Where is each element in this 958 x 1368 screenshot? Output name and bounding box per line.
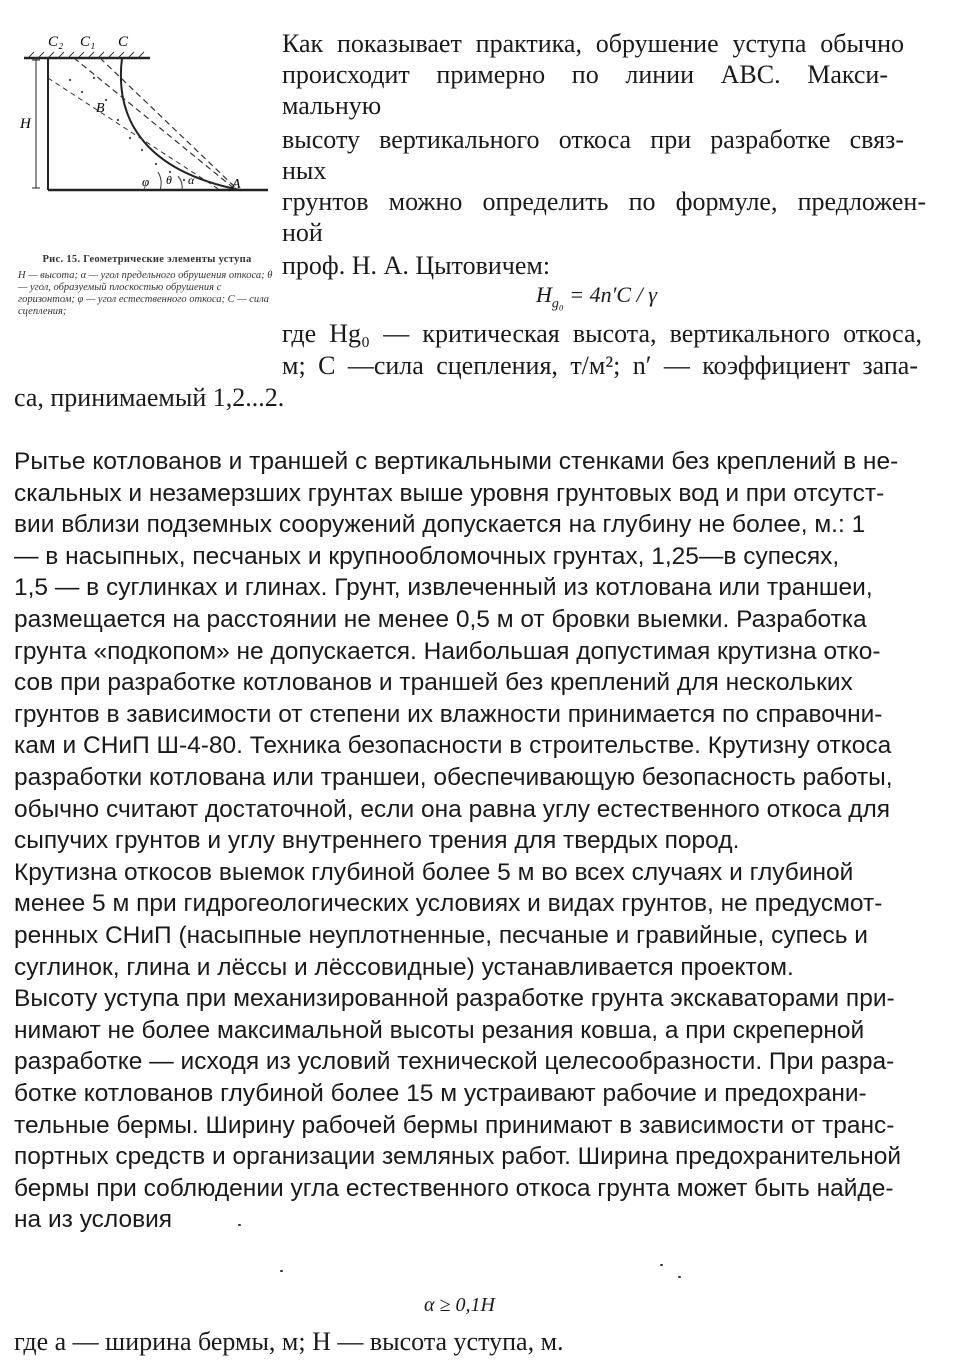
body-line: скальных и незамерзших грунтах выше уровня грунтовых вод и при отсутст- (14, 479, 885, 507)
slope-diagram (10, 20, 272, 220)
intro-line: ной (282, 218, 323, 247)
body-line: ботке котлованов глубиной более 15 м устраивают рабочие и предохрани- (14, 1080, 867, 1107)
berm-formula-explanation: где а — ширина бермы, м; Н — высота уступа, м. (14, 1327, 564, 1356)
body-line: грунтов в зависимости от степени их влажности принимается по справочни- (14, 700, 883, 728)
label-b: B (96, 101, 105, 116)
body-line: нимают не более максимальной высоты резания ковша, а при скреперной (14, 1016, 865, 1044)
body-line: 1,5 — в суглинках и глинах. Грунт, извлеченный из котлована или траншеи, (14, 574, 873, 602)
body-line: вии вблизи подземных сооружений допускается на глубину не более, м.: 1 (14, 511, 866, 539)
formula-lhs: H (536, 282, 552, 307)
body-line: размещается на расстоянии не менее 0,5 м от бровки выемки. Разработка (14, 606, 867, 633)
figure-caption (18, 254, 276, 318)
label-c2: C₂ (48, 34, 64, 50)
body-line: Крутизна откосов выемок глубиной более 5 м во всех случаях и глубиной (14, 858, 854, 886)
body-line: обычно считают достаточной, если она равна углу естественного откоса для (14, 795, 891, 823)
body-line: сов при разработке котлованов и траншей без креплений для нескольких (14, 669, 853, 697)
formula-lhs-sub: g₀ (551, 296, 564, 312)
label-theta: θ (166, 173, 172, 187)
formula-critical-height (536, 282, 657, 312)
body-line: портных средств и организации земляных работ. Ширина предохранительной (14, 1143, 902, 1171)
formula-explanation-line: са, принимаемый 1,2...2. (14, 383, 285, 412)
label-h: H (20, 116, 31, 132)
scan-speck (678, 1276, 681, 1278)
intro-line: высоту вертикального откоса при разработке связ- (282, 125, 904, 154)
scan-speck (280, 1270, 283, 1272)
body-line: на из условия (14, 1206, 173, 1234)
body-line: менее 5 м при гидрогеологических условиях и видах грунтов, не предусмот- (14, 890, 883, 918)
body-line: разработке — исходя из условий технической целесообразности. При разра- (14, 1048, 895, 1076)
slope-figure (10, 20, 272, 350)
body-line: кам и СНиП Ш-4-80. Техника безопасности в строительстве. Крутизну откоса (14, 732, 892, 760)
body-line: разработки котлована или траншеи, обеспечивающую безопасность работы, (14, 764, 893, 791)
intro-line: происходит примерно по линии АВС. Макси- (282, 60, 888, 89)
label-a: A (232, 177, 241, 192)
label-phi: φ (142, 174, 150, 189)
body-line: — в насыпных, песчаных и крупнообломочных грунтах, 1,25—в супесях, (14, 542, 840, 570)
label-alpha: α (188, 173, 195, 187)
body-line: тельные бермы. Ширину рабочей бермы принимают в зависимости от транс- (14, 1111, 895, 1139)
intro-line: Как показывает практика, обрушение уступа обычно (282, 29, 904, 58)
body-line: бермы при соблюдении угла естественного откоса грунта может быть найде- (14, 1174, 894, 1202)
intro-line: грунтов можно определить по формуле, предложен- (282, 187, 926, 216)
body-line: грунта «подкопом» не допускается. Наибольшая допустимая крутизна отко- (14, 637, 881, 665)
intro-line: ных (282, 156, 327, 185)
figure-caption-body: Н — высота; α — угол предельного обрушения откоса; θ — угол, образуемый плоскостью обрушения с горизонтом; φ — угол естественного откоса; С — сила сцепления; (18, 270, 273, 317)
body-line: сыпучих грунтов и углу внутреннего трения для твердых пород. (14, 827, 740, 855)
formula-explanation-line: где Hg₀ — критическая высота, вертикального откоса, (282, 319, 922, 348)
formula-rhs: = 4n′C / γ (569, 282, 657, 307)
intro-line: мальную (282, 91, 382, 120)
intro-line: проф. Н. А. Цытовичем: (282, 251, 551, 280)
figure-caption-title: Рис. 15. Геометрические элементы уступа (42, 254, 252, 265)
scan-speck (238, 1224, 241, 1226)
scan-speck (660, 1264, 663, 1266)
formula-berm-width: α ≥ 0,1H (424, 1294, 495, 1316)
body-line: ренных СНиП (насыпные неуплотненные, песчаные и гравийные, супесь и (14, 922, 868, 949)
body-line: суглинок, глина и лёссы и лёссовидные) устанавливается проектом. (14, 953, 794, 981)
label-c1: C₁ (80, 34, 96, 50)
body-line: Высоту уступа при механизированной разработке грунта экскаваторами при- (14, 985, 895, 1013)
formula-explanation-line: м; С —сила сцепления, т/м²; n′ — коэффициент запа- (282, 351, 918, 380)
label-c: C (118, 34, 129, 50)
body-line: Рытье котлованов и траншей с вертикальными стенками без креплений в не- (14, 448, 899, 475)
